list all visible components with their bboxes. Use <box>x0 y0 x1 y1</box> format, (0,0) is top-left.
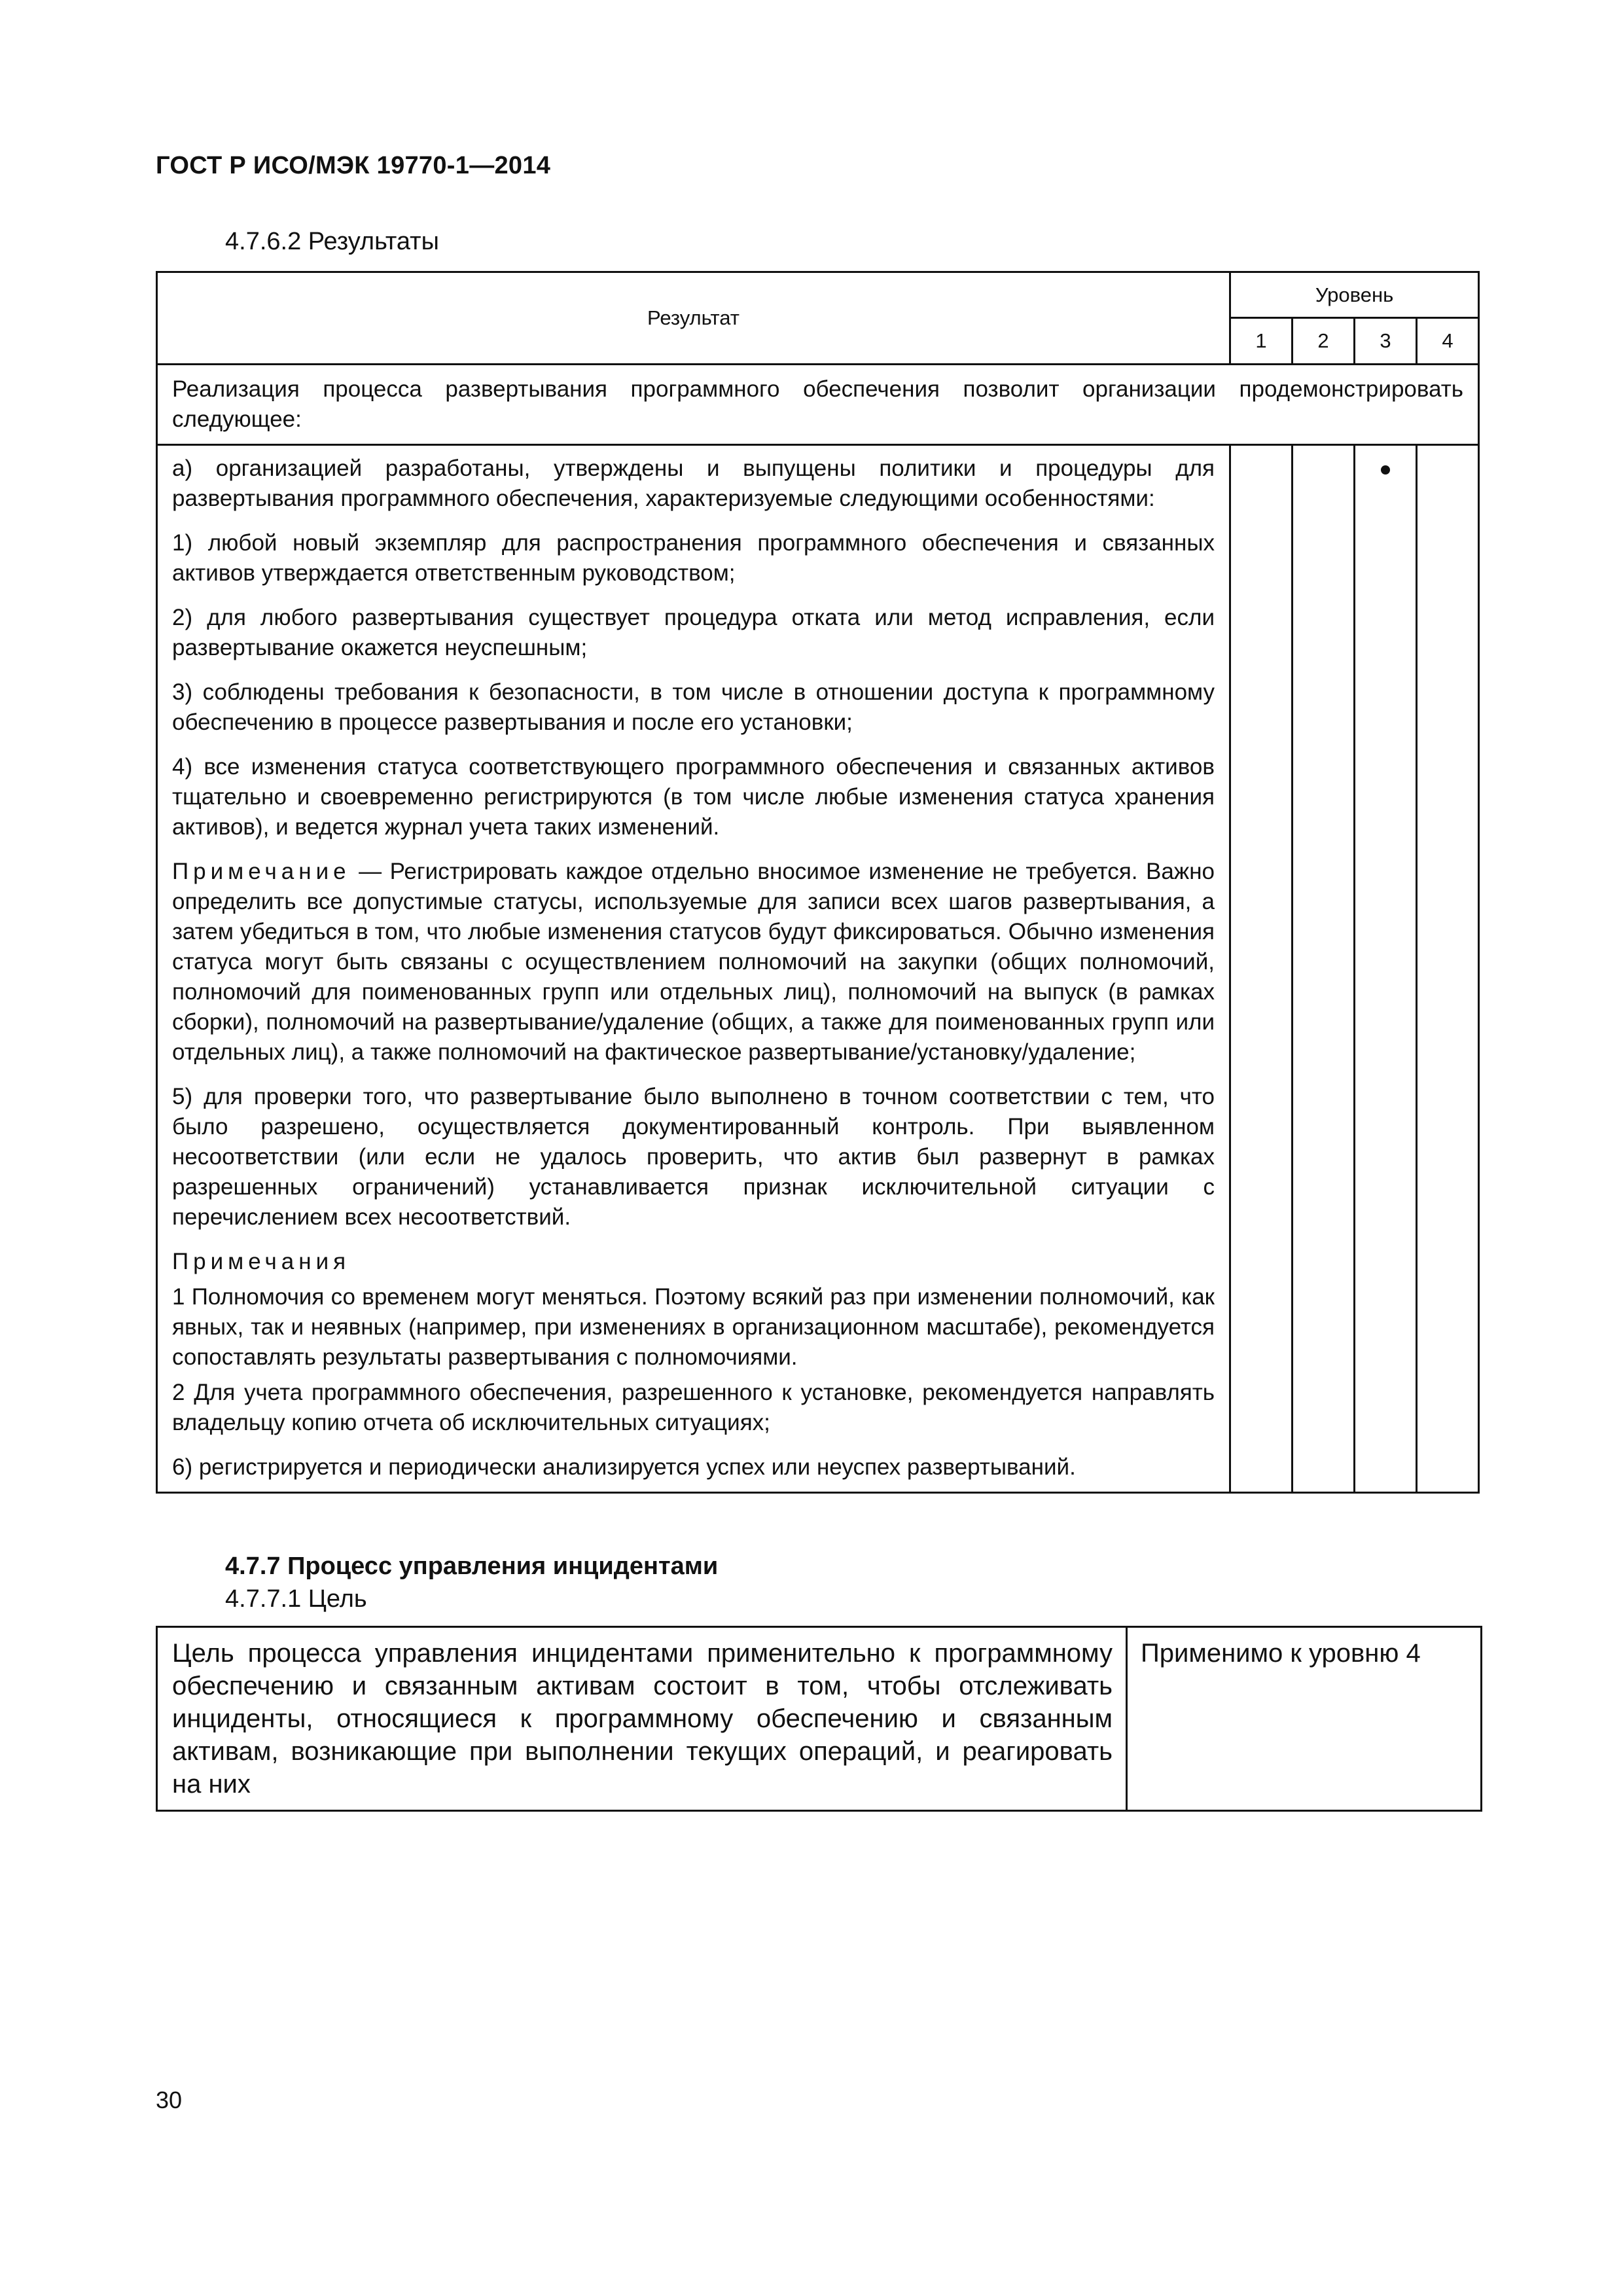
level-1-cell <box>1230 445 1293 1493</box>
notes-label: Примечания <box>172 1249 351 1274</box>
note-label: Примечание <box>172 859 351 884</box>
section-heading-incident: 4.7.7 Процесс управления инцидентами <box>225 1552 719 1580</box>
document-code-header: ГОСТ Р ИСО/МЭК 19770-1—2014 <box>156 152 551 179</box>
result-item-5: 5) для проверки того, что развертывание было выполнено в точном соответствии с тем, что было разрешено, осуществляется документированный контроль. При выявленном несоответствии (или если не удалось проверить, что актив был развернут в рамках разрешенных ограничений) устанавливается признак исключительной ситуации с перечислением всех несоответствий. <box>172 1084 1215 1230</box>
note-paragraph <box>172 857 1215 1067</box>
level-3-cell <box>1355 445 1417 1493</box>
result-a: а) организацией разработаны, утверждены и выпущены политики и процедуры для развертывания программного обеспечения, характеризуемые следующими особенностями: <box>172 456 1215 511</box>
goal-text-cell: Цель процесса управления инцидентами применительно к программному обеспечению и связанным активам состоит в том, чтобы отслеживать инциденты, относящиеся к программному обеспечению и связанным активам, возникающие при выполнении текущих операций, и реагировать на них <box>157 1627 1127 1811</box>
level-2-header: 2 <box>1293 318 1355 365</box>
header-level: Уровень <box>1230 272 1479 318</box>
result-item-4: 4) все изменения статуса соответствующего программного обеспечения и связанных активов тщательно и своевременно регистрируются (в том числе любые изменения статуса хранения активов), и ведется журнал учета таких изменений. <box>172 754 1215 840</box>
note-1: 1 Полномочия со временем могут меняться. Поэтому всякий раз при изменении полномочий, как явных, так и неявных (например, при изменениях в организационном масштабе), рекомендуется сопоставлять результаты развертывания с полномочиями. <box>172 1284 1215 1370</box>
level-2-cell <box>1293 445 1355 1493</box>
goal-table <box>156 1626 1482 1812</box>
result-item-3: 3) соблюдены требования к безопасности, в том числе в отношении доступа к программному обеспечению в процессе развертывания и после его установки; <box>172 679 1215 735</box>
note-2: 2 Для учета программного обеспечения, разрешенного к установке, рекомендуется направлять владельцу копию отчета об исключительных ситуациях; <box>172 1380 1215 1435</box>
intro-row: Реализация процесса развертывания программного обеспечения позволит организации продемонстрировать следующее: <box>157 365 1479 445</box>
results-content-cell <box>157 445 1230 1493</box>
level-3-header: 3 <box>1355 318 1417 365</box>
bullet-mark-icon <box>1381 465 1390 475</box>
result-item-6: 6) регистрируется и периодически анализируется успех или неуспех развертываний. <box>172 1454 1076 1480</box>
result-item-1: 1) любой новый экземпляр для распространения программного обеспечения и связанных активов утверждается ответственным руководством; <box>172 530 1215 586</box>
header-result: Результат <box>157 272 1230 365</box>
level-4-cell <box>1417 445 1479 1493</box>
results-table <box>156 271 1480 1494</box>
level-4-header: 4 <box>1417 318 1479 365</box>
note-text: — Регистрировать каждое отдельно вносимое изменение не требуется. Важно определить все допустимые статусы, используемые для записи всех шагов развертывания, а затем убедиться в том, что любые изменения статусов будут фиксироваться. Обычно изменения статуса могут быть связаны с осуществлением полномочий на закупки (общих полномочий, полномочий для поименованных групп или отдельных лиц), полномочий на выпуск (в рамках сборки), полномочий на развертывание/удаление (общих, а также для поименованных групп или отдельных лиц), а также полномочий на фактическое развертывание/установку/удаление; <box>172 859 1215 1065</box>
result-item-2: 2) для любого развертывания существует процедура отката или метод исправления, если развертывание окажется неуспешным; <box>172 605 1215 660</box>
subsection-heading-goal: 4.7.7.1 Цель <box>225 1585 367 1613</box>
page-number: 30 <box>156 2087 183 2113</box>
level-1-header: 1 <box>1230 318 1293 365</box>
section-heading-results: 4.7.6.2 Результаты <box>225 228 439 255</box>
applicability-cell: Применимо к уровню 4 <box>1127 1627 1482 1811</box>
